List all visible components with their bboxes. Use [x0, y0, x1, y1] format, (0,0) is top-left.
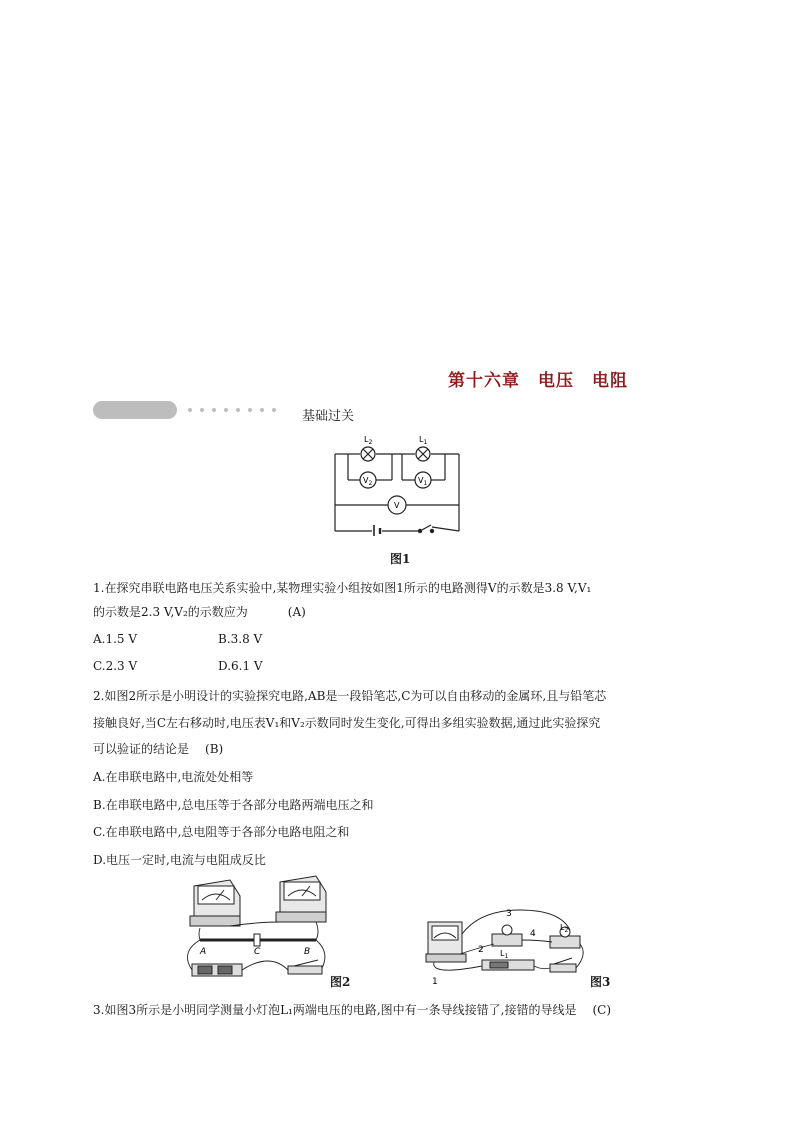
fig1-meter-v1-label: $V_1$ [418, 476, 428, 487]
section-label: 基础过关 [302, 409, 355, 424]
question-1-answer: (A) [287, 605, 306, 619]
question-2-text: 可以验证的结论是 [93, 742, 190, 756]
question-3-answer: (C) [592, 1003, 612, 1017]
fig3-wire-3-label: 3 [506, 909, 512, 919]
question-1-option-a: A.1.5 V [93, 632, 138, 646]
section-pill [93, 401, 177, 419]
question-2-option-a: A.在串联电路中,电流处处相等 [93, 770, 254, 784]
fig3-lamp-l2-label: $L_2$ [560, 923, 569, 934]
question-2-line-1: 2.如图2所示是小明设计的实验探究电路,AB是一段铅笔芯,C为可以自由移动的金属环,且与铅笔芯 [93, 689, 607, 703]
question-1-text: 的示数是2.3 V,V₂的示数应为 [93, 605, 248, 619]
question-2-line-3 [93, 741, 223, 757]
fig3-lamp-l1-label: $L_1$ [500, 949, 509, 960]
question-3-text: 3.如图3所示是小明同学测量小灯泡L₁两端电压的电路,图中有一条导线接错了,接错的导线是 [93, 1003, 577, 1017]
question-1-option-b: B.3.8 V [218, 632, 263, 646]
question-2-answer: (B) [205, 742, 224, 756]
fig2-point-b: B [304, 947, 311, 957]
figure-2-caption: 图2 [330, 975, 351, 989]
fig3-wire-2-label: 2 [478, 945, 484, 955]
question-1-line-1: 1.在探究串联电路电压关系实验中,某物理实验小组按如图1所示的电路测得V的示数是3.8 V,V₁ [93, 581, 592, 595]
fig1-meter-v-label: V [394, 501, 400, 510]
question-2-line-2: 接触良好,当C左右移动时,电压表V₁和V₂示数同时发生变化,可得出多组实验数据,通过此实验探究 [93, 716, 601, 730]
figure-3-apparatus [420, 904, 590, 988]
fig1-meter-v2-label: $V_2$ [363, 476, 373, 487]
question-1-option-c: C.2.3 V [93, 659, 138, 673]
figure-2-apparatus [180, 872, 330, 988]
question-1-option-d: D.6.1 V [218, 659, 263, 673]
fig2-point-a: A [200, 947, 207, 957]
dotted-leader [186, 406, 286, 414]
figure-1-caption: 图1 [390, 552, 411, 566]
figure-1-circuit [330, 430, 465, 536]
fig1-lamp-l2-label: $L_2$ [364, 435, 373, 446]
fig1-lamp-l1-label: $L_1$ [419, 435, 428, 446]
fig2-point-c: C [254, 947, 261, 957]
question-2-option-c: C.在串联电路中,总电阻等于各部分电路电阻之和 [93, 825, 350, 839]
question-3-line-1 [93, 1002, 611, 1018]
question-2-option-d: D.电压一定时,电流与电阻成反比 [93, 853, 266, 867]
chapter-title: 第十六章 电压 电阻 [448, 371, 628, 391]
figure-3-caption: 图3 [590, 975, 611, 989]
fig3-wire-4-label: 4 [530, 929, 536, 939]
question-2-option-b: B.在串联电路中,总电压等于各部分电路两端电压之和 [93, 798, 374, 812]
question-1-line-2 [93, 604, 306, 620]
fig3-wire-1-label: 1 [432, 977, 438, 987]
